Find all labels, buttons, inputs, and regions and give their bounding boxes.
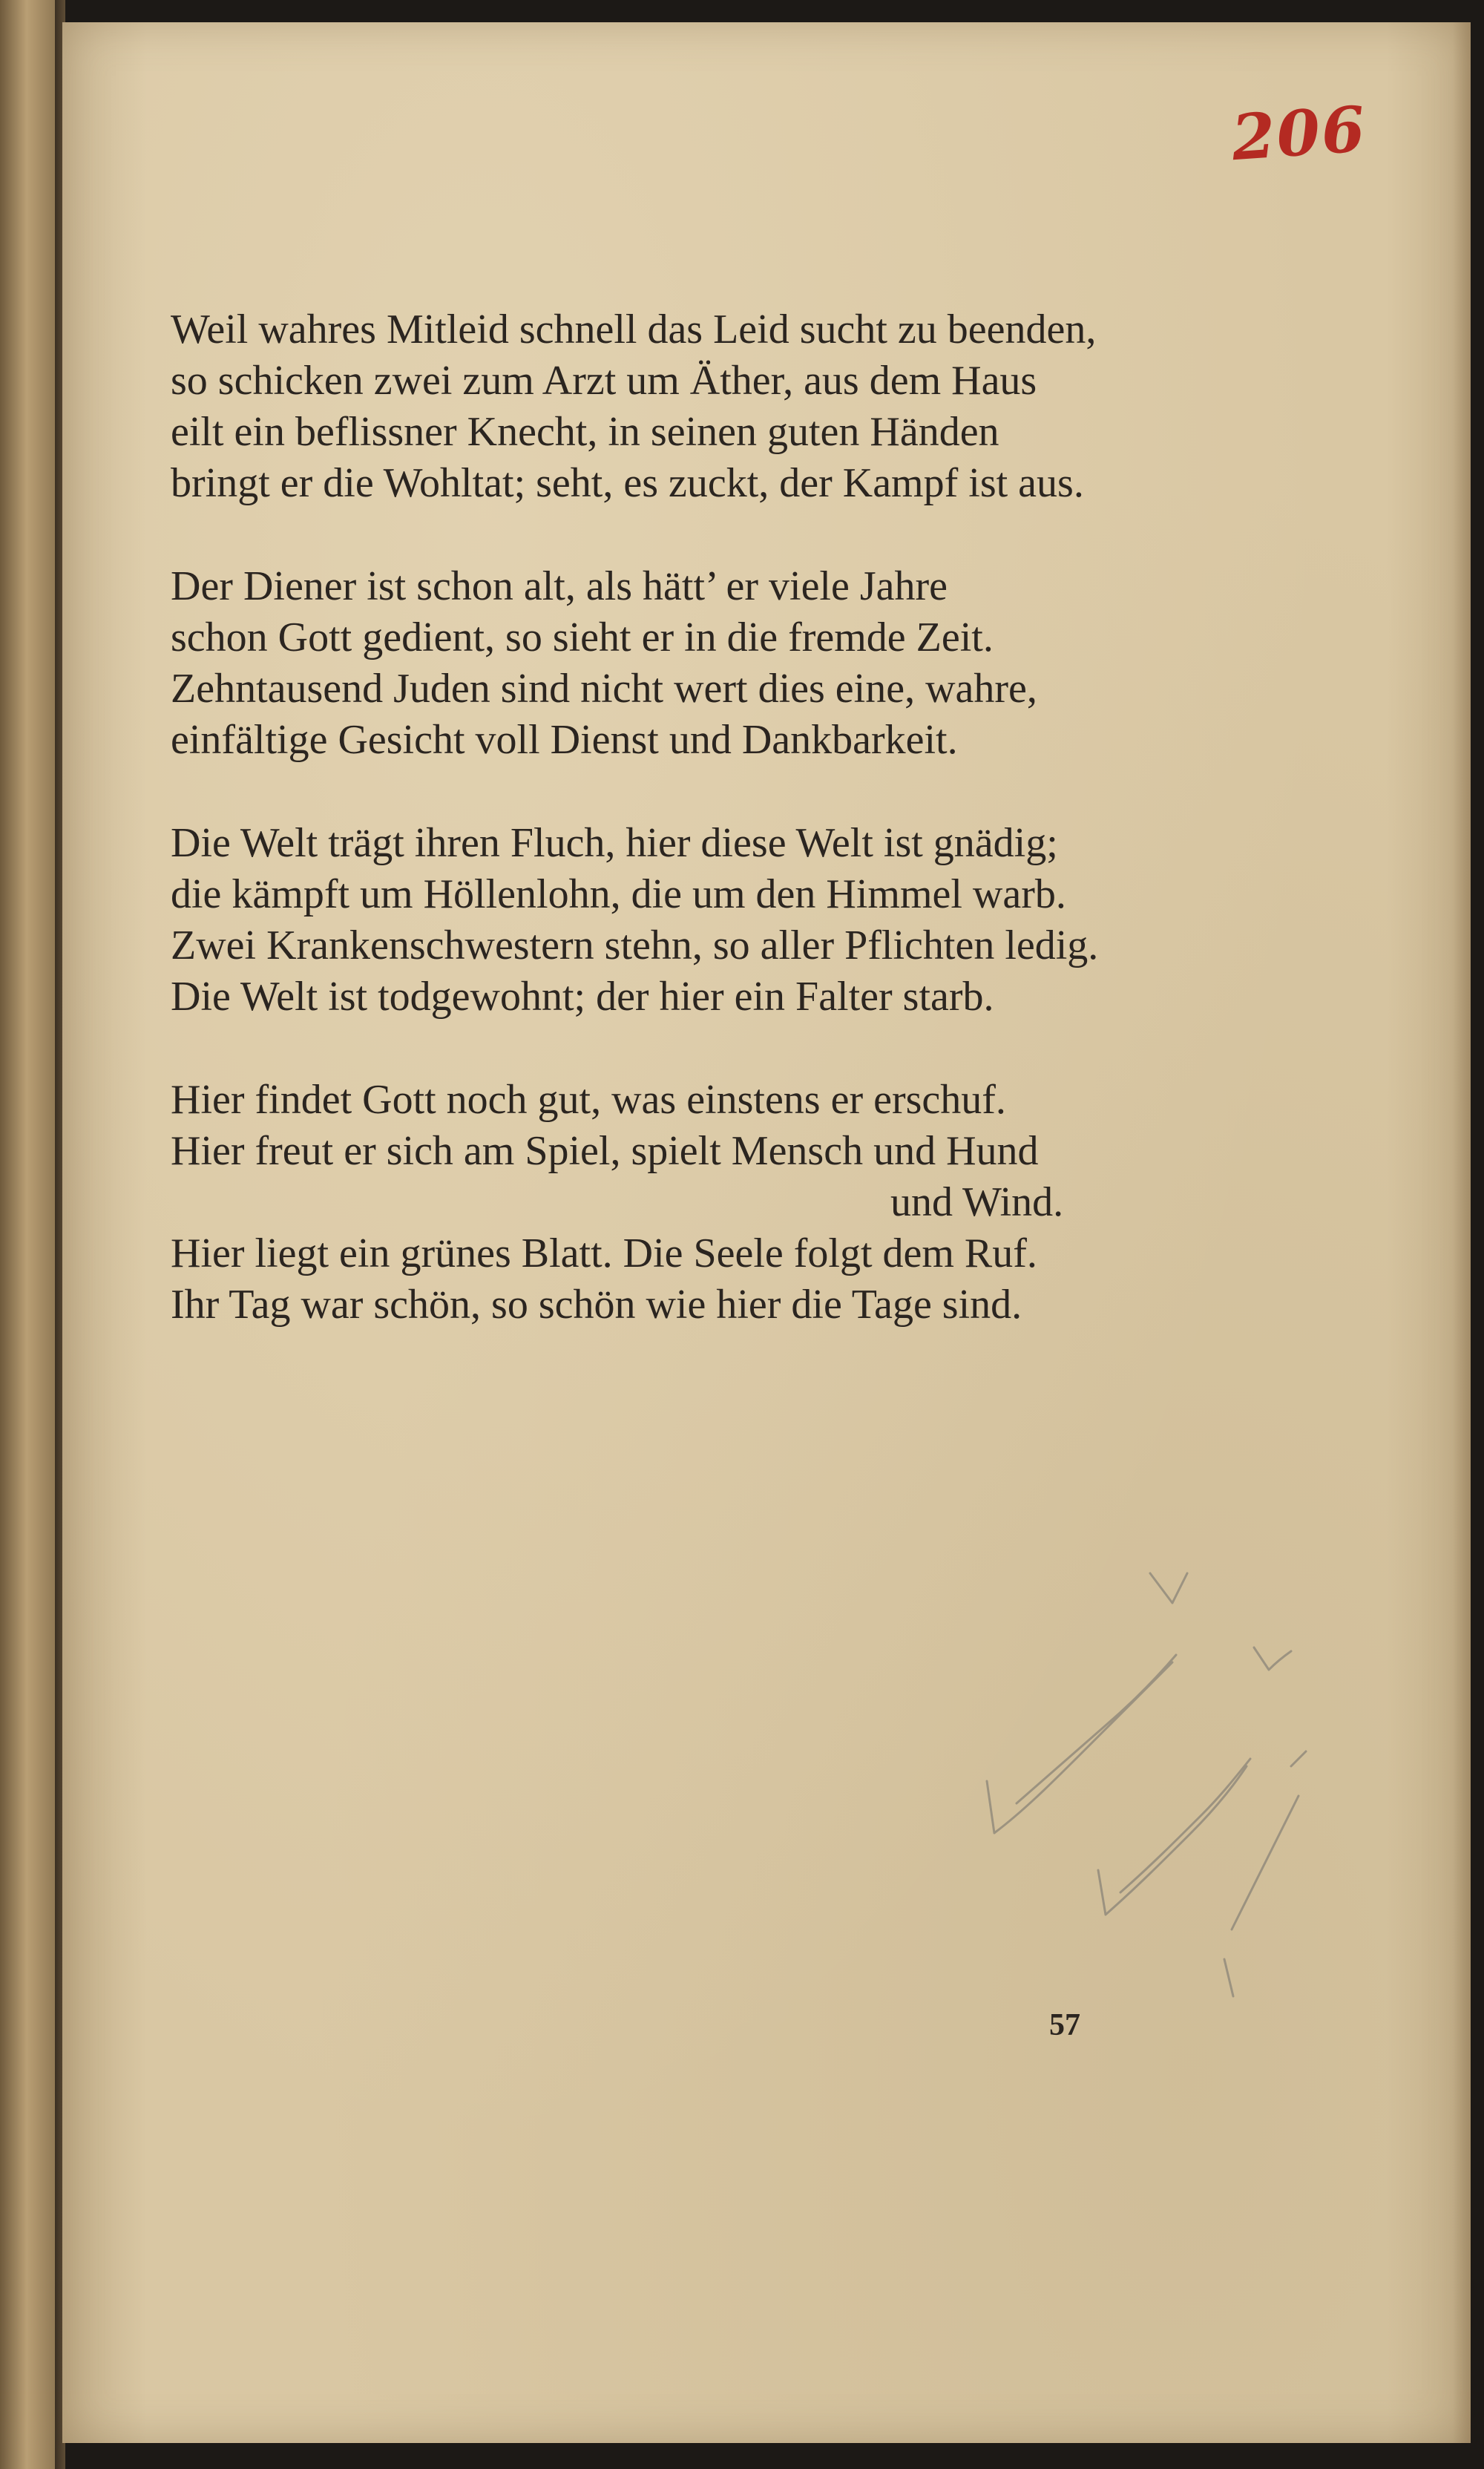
poem-line: Hier findet Gott noch gut, was einstens er erschuf. (171, 1077, 1006, 1123)
poem-line: eilt ein beflissner Knecht, in seinen guten Händen (171, 409, 999, 455)
poem-line: die kämpft um Höllenlohn, die um den Himmel warb. (171, 871, 1066, 917)
poem-line: so schicken zwei zum Arzt um Äther, aus dem Haus (171, 358, 1037, 404)
poem-line: bringt er die Wohltat; seht, es zuckt, der Kampf ist aus. (171, 460, 1084, 506)
stanza (171, 1075, 1269, 1331)
stanza (171, 304, 1269, 509)
stanza (171, 818, 1269, 1023)
poem-line: Die Welt ist todgewohnt; der hier ein Falter starb. (171, 974, 994, 1020)
pencil-scribble-marks (965, 1484, 1321, 2019)
page-edge-shadow (1453, 22, 1471, 2443)
poem-line-continuation: und Wind. (890, 1179, 1064, 1225)
poem-line: Zehntausend Juden sind nicht wert dies eine, wahre, (171, 666, 1037, 712)
page-number: 57 (1049, 2008, 1080, 2042)
poem-line: Der Diener ist schon alt, als hätt’ er viele Jahre (171, 563, 948, 609)
poem-line: Hier freut er sich am Spiel, spielt Mensch und Hund (171, 1128, 1039, 1174)
poem-text (171, 304, 1269, 1383)
poem-line: Ihr Tag war schön, so schön wie hier die Tage sind. (171, 1282, 1022, 1328)
poem-line: Hier liegt ein grünes Blatt. Die Seele folgt dem Ruf. (171, 1230, 1037, 1276)
poem-line: einfältige Gesicht voll Dienst und Dankbarkeit. (171, 717, 958, 763)
poem-line: Weil wahres Mitleid schnell das Leid sucht zu beenden, (171, 306, 1097, 353)
stanza (171, 561, 1269, 766)
left-page-edge (0, 0, 59, 2469)
handwritten-folio-number: 206 (1229, 91, 1369, 175)
poem-line: Zwei Krankenschwestern stehn, so aller Pflichten ledig. (171, 922, 1099, 968)
poem-line: Die Welt trägt ihren Fluch, hier diese Welt ist gnädig; (171, 820, 1058, 866)
poem-line: schon Gott gedient, so sieht er in die fremde Zeit. (171, 614, 994, 660)
